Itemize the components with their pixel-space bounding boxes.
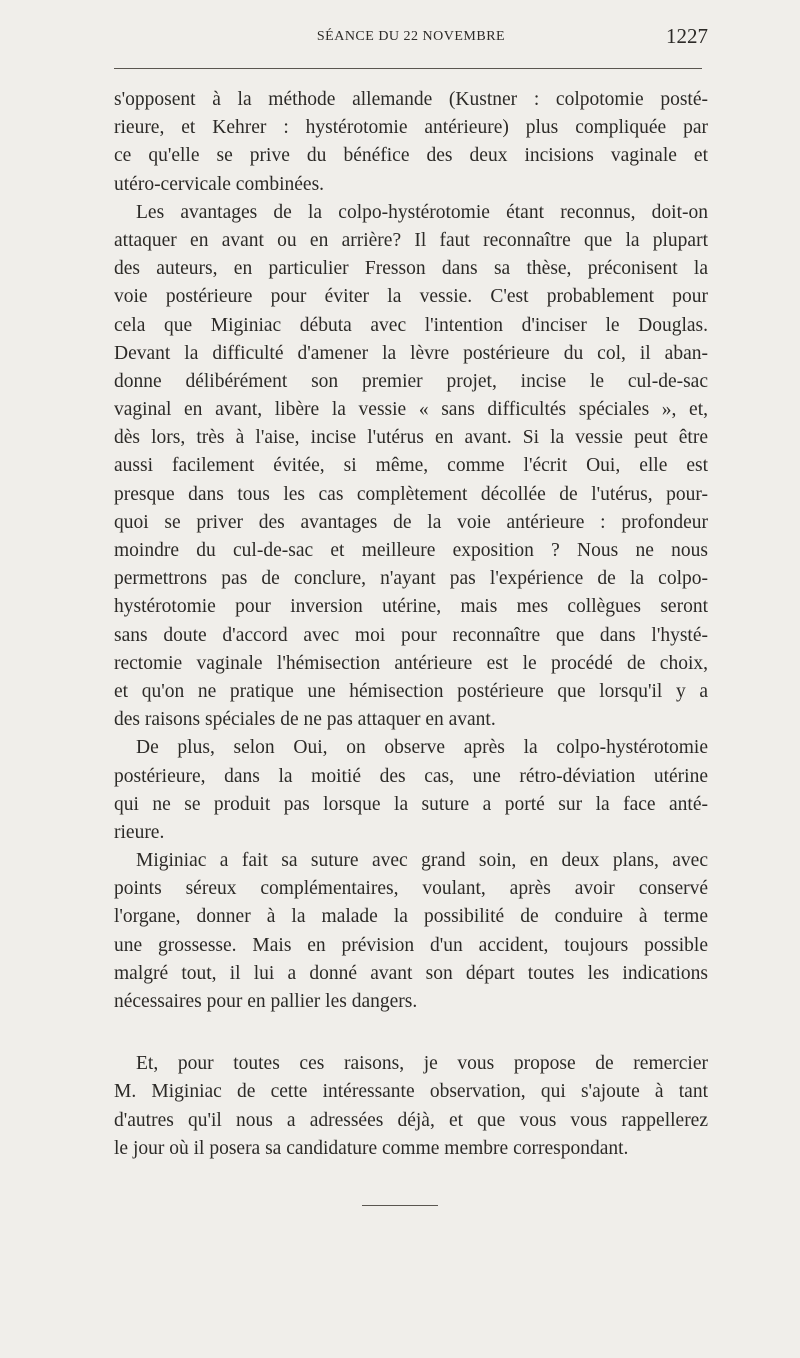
text-line: des raisons spéciales de ne pas attaquer en avant. <box>114 709 496 731</box>
text-line: Miginiac a fait sa suture avec grand soin, en deux plans, avec <box>136 850 708 872</box>
text-line: et qu'on ne pratique une hémisection postérieure que lorsqu'il y a <box>114 680 708 702</box>
text-line: l'organe, donner à la malade la possibilité de conduire à terme <box>114 906 708 928</box>
text-line: cela que Miginiac débuta avec l'intention d'inciser le Douglas. <box>114 314 708 336</box>
paragraph <box>114 1050 708 1163</box>
text-line: voie postérieure pour éviter la vessie. C'est probablement pour <box>114 286 708 308</box>
paragraph <box>114 199 708 735</box>
body-text <box>114 86 708 1163</box>
text-line: d'autres qu'il nous a adressées déjà, et que vous vous rappellerez <box>114 1109 708 1131</box>
section-gap <box>114 1016 708 1050</box>
text-line: le jour où il posera sa candidature comme membre correspondant. <box>114 1137 629 1159</box>
paragraph <box>114 734 708 847</box>
text-line: quoi se priver des avantages de la voie antérieure : profondeur <box>114 511 708 533</box>
text-line: qui ne se produit pas lorsque la suture a porté sur la face anté- <box>114 793 708 815</box>
text-line: aussi facilement évitée, si même, comme l'écrit Oui, elle est <box>114 455 708 477</box>
text-line: Devant la difficulté d'amener la lèvre postérieure du col, il aban- <box>114 342 708 364</box>
text-line: des auteurs, en particulier Fresson dans sa thèse, préconisent la <box>114 258 708 280</box>
text-line: utéro-cervicale combinées. <box>114 173 325 195</box>
text-line: attaquer en avant ou en arrière? Il faut reconnaître que la plupart <box>114 229 708 251</box>
text-line: nécessaires pour en pallier les dangers. <box>114 991 418 1012</box>
paragraph <box>114 86 708 199</box>
text-line: vaginal en avant, libère la vessie « sans difficultés spéciales », et, <box>114 399 708 421</box>
text-line: rieure. <box>114 821 165 843</box>
text-line: malgré tout, il lui a donné avant son départ toutes les indications <box>114 962 708 984</box>
page-number: 1227 <box>666 24 708 48</box>
text-line: donne délibérément son premier projet, incise le cul-de-sac <box>114 370 708 392</box>
paragraph <box>114 847 708 1016</box>
text-line: hystérotomie pour inversion utérine, mais mes collègues seront <box>114 596 708 618</box>
text-line: De plus, selon Oui, on observe après la colpo-hystérotomie <box>136 737 708 759</box>
header-rule <box>114 68 702 69</box>
text-line: Les avantages de la colpo-hystérotomie étant reconnus, doit-on <box>136 201 708 223</box>
text-line: moindre du cul-de-sac et meilleure exposition ? Nous ne nous <box>114 540 708 561</box>
text-line: dès lors, très à l'aise, incise l'utérus en avant. Si la vessie peut être <box>114 427 708 449</box>
text-line: Et, pour toutes ces raisons, je vous propose de remercier <box>136 1053 708 1075</box>
text-line: une grossesse. Mais en prévision d'un accident, toujours possible <box>114 934 708 956</box>
text-line: presque dans tous les cas complètement décollée de l'utérus, pour- <box>114 483 708 505</box>
text-line: postérieure, dans la moitié des cas, une rétro-déviation utérine <box>114 765 708 787</box>
end-rule <box>362 1205 438 1206</box>
text-line: permettrons pas de conclure, n'ayant pas l'expérience de la colpo- <box>114 568 708 590</box>
text-line: points séreux complémentaires, voulant, après avoir conservé <box>114 878 708 900</box>
text-line: M. Miginiac de cette intéressante observation, qui s'ajoute à tant <box>114 1081 708 1103</box>
text-line: rectomie vaginale l'hémisection antérieure est le procédé de choix, <box>114 652 708 674</box>
text-line: s'opposent à la méthode allemande (Kustner : colpotomie posté- <box>114 89 708 110</box>
text-line: ce qu'elle se prive du bénéfice des deux incisions vaginale et <box>114 145 708 167</box>
text-line: rieure, et Kehrer : hystérotomie antérieure) plus compliquée par <box>114 117 708 139</box>
text-line: sans doute d'accord avec moi pour reconnaître que dans l'hysté- <box>114 624 708 646</box>
running-head <box>114 24 708 52</box>
running-title: SÉANCE DU 22 NOVEMBRE <box>316 29 506 44</box>
